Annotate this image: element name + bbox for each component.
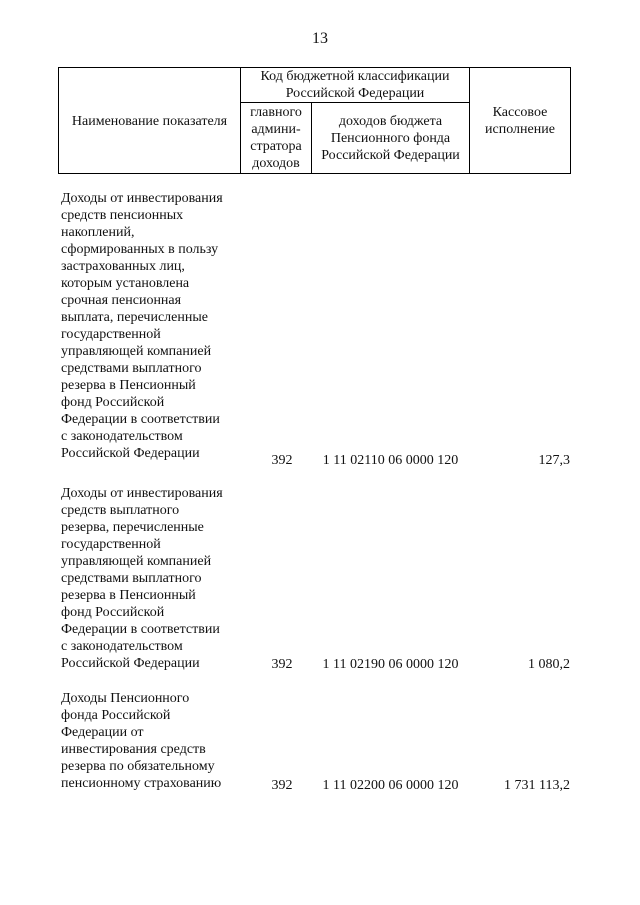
header-divider-kbk [240, 102, 470, 103]
header-admin: главного админи- стратора доходов [250, 105, 302, 171]
header-cash: Кассовое исполнение [485, 105, 555, 137]
row-income-code: 1 11 02190 06 0000 120 [322, 657, 459, 672]
row-amount: 1 731 113,2 [504, 778, 570, 793]
header-kbk-group: Код бюджетной классификации Российской Федерации [260, 69, 450, 101]
row-admin-code: 392 [271, 453, 293, 468]
row-name: Доходы Пенсионного фонда Российской Федерации от инвестирования средств резерва по обязательному пенсионному страхованию [61, 691, 222, 791]
row-name: Доходы от инвестирования средств выплатного резерва, перечисленные государственной управляющей компанией средствами выплатного резерва в Пенсионный фонд Российской Федерации в соответствии с законодательством Российской Федерации [61, 486, 223, 671]
row-amount: 1 080,2 [528, 657, 570, 672]
row-amount: 127,3 [538, 453, 570, 468]
header-income: доходов бюджета Пенсионного фонда Российской Федерации [321, 114, 460, 163]
row-income-code: 1 11 02200 06 0000 120 [322, 778, 459, 793]
row-admin-code: 392 [271, 657, 293, 672]
row-admin-code: 392 [271, 778, 293, 793]
header-border-right [570, 67, 571, 174]
page-number: 13 [312, 30, 328, 47]
row-name: Доходы от инвестирования средств пенсионных накоплений, сформированных в пользу застрахованных лиц, которым установлена срочная пенсионная выплата, перечисленные государственной управляющей компанией средствами выплатного резерва в Пенсионный фонд Российской Федерации в соответствии с законодательством Российской Федерации [61, 191, 223, 461]
header-border-bottom [58, 173, 571, 174]
row-income-code: 1 11 02110 06 0000 120 [322, 453, 459, 468]
header-name: Наименование показателя [71, 114, 228, 129]
